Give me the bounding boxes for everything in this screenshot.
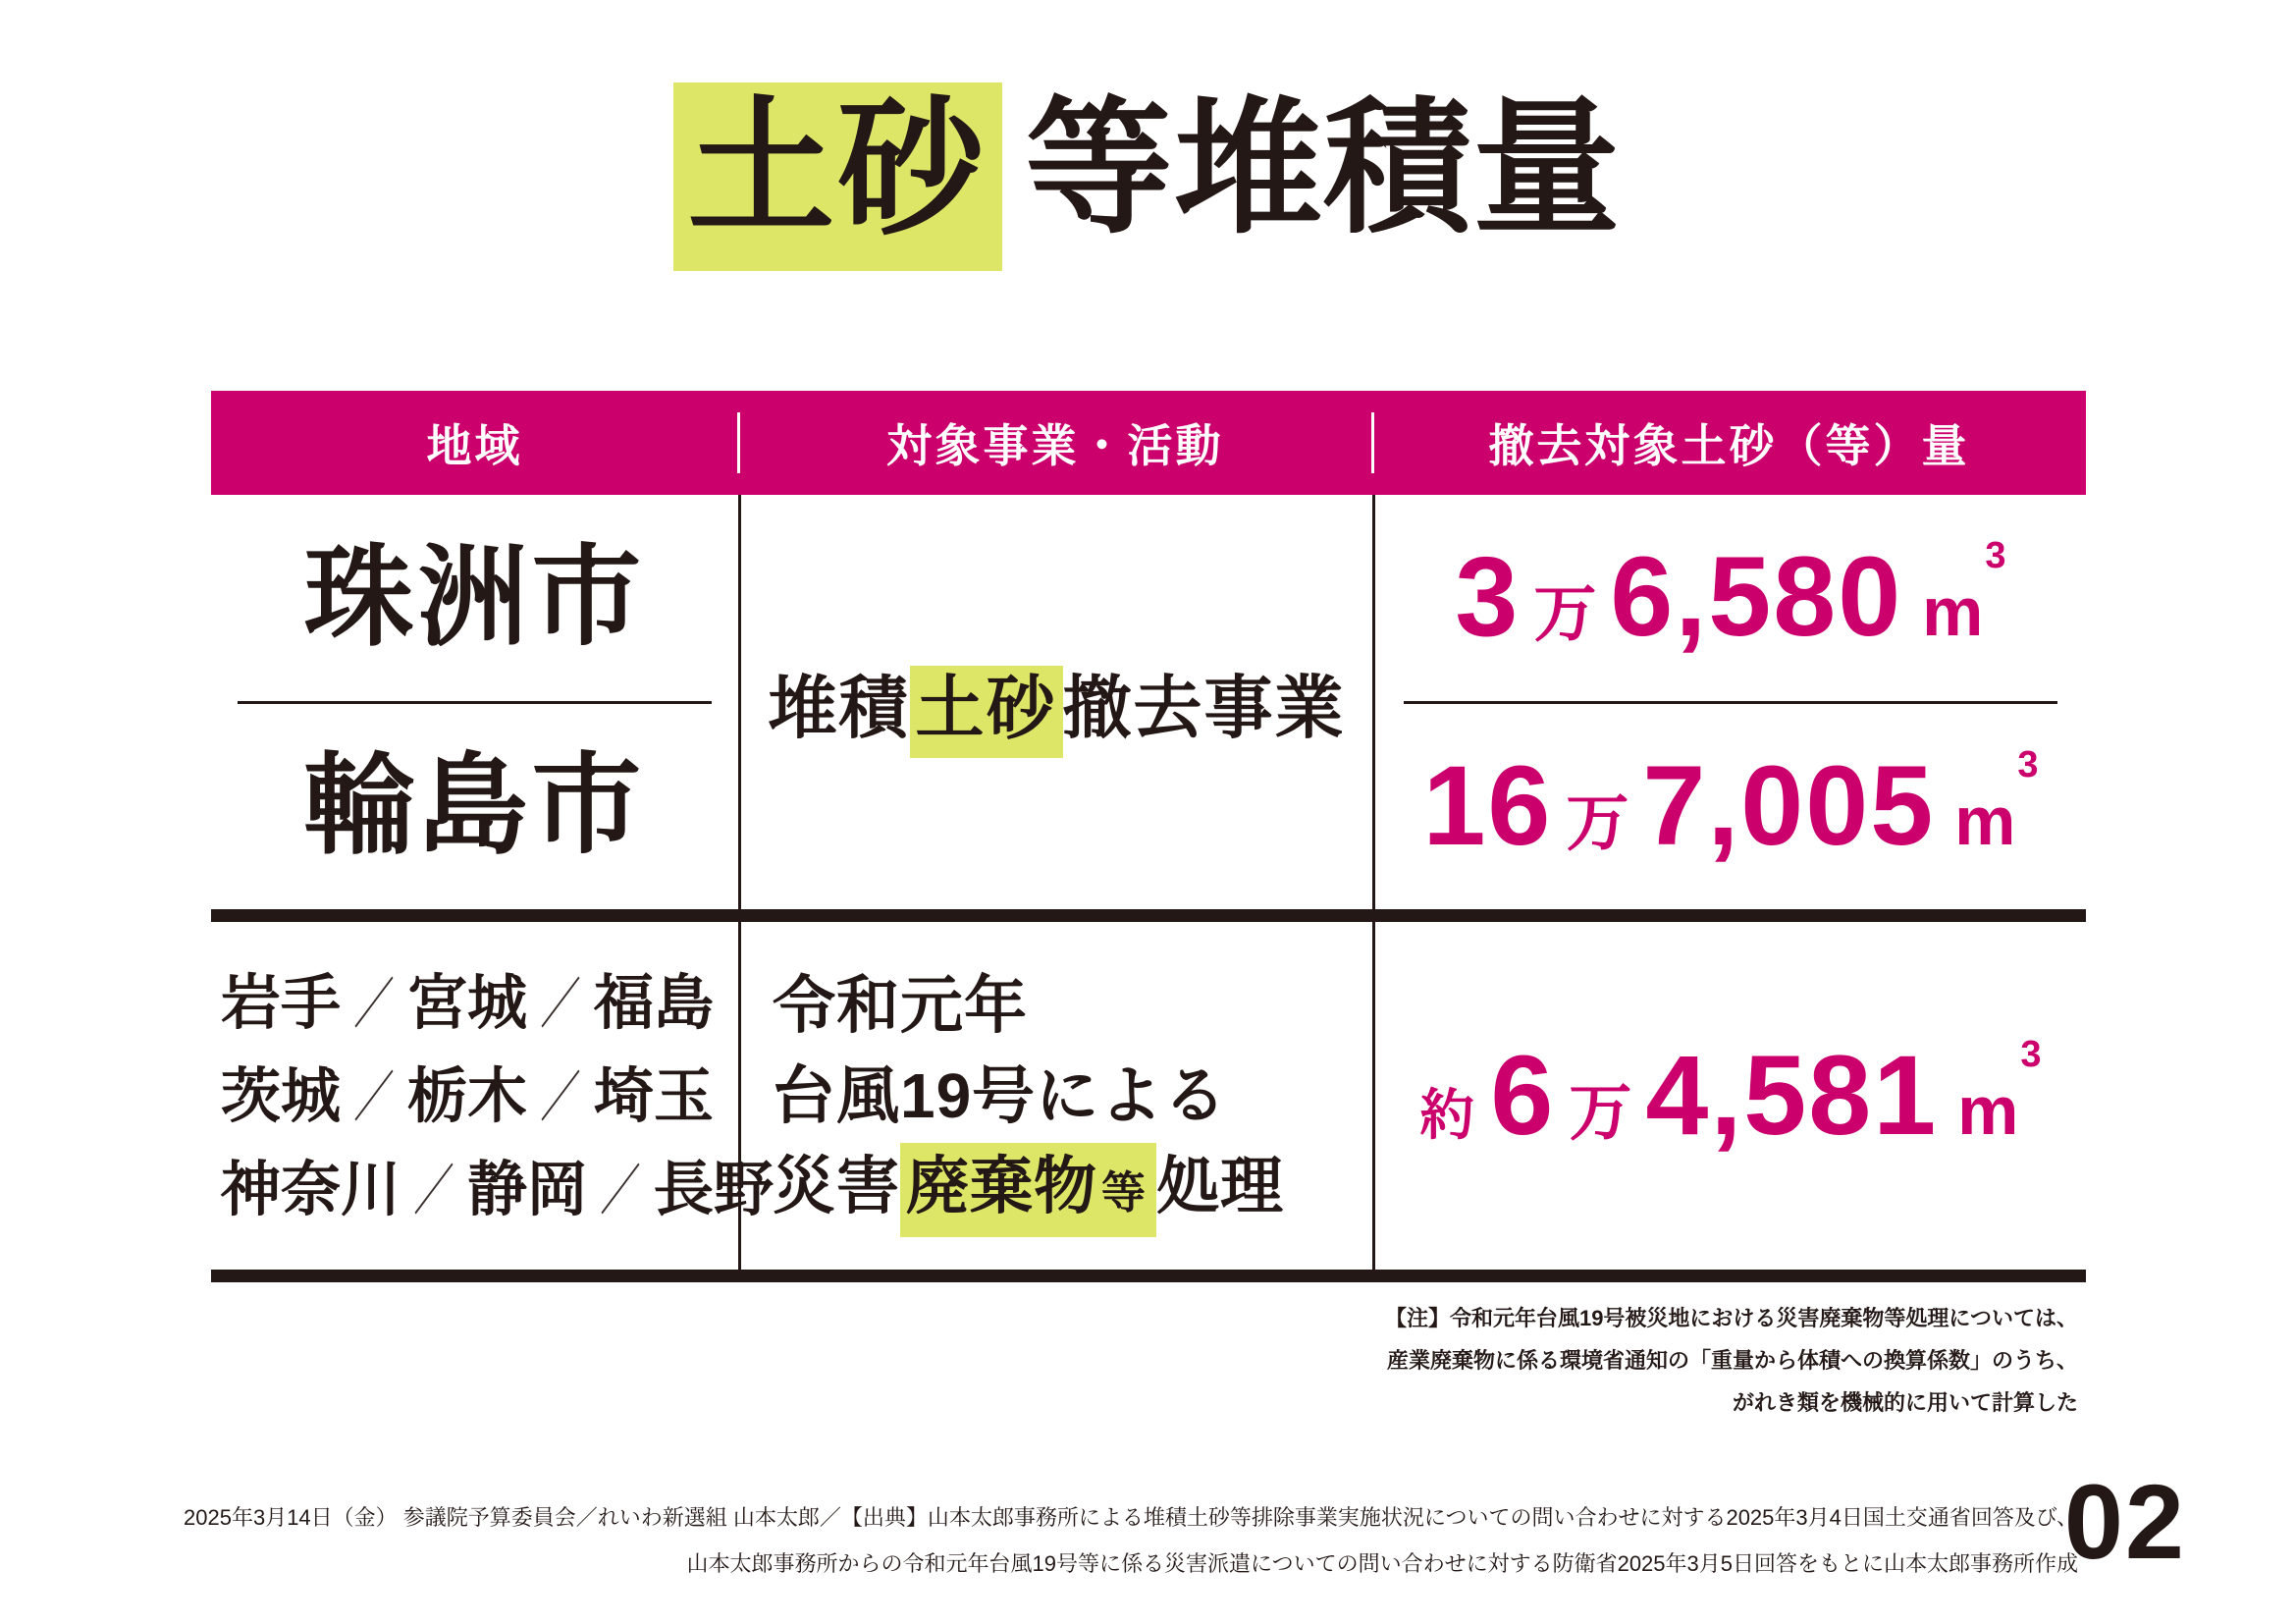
cell-typhoon-regions [211, 922, 774, 1270]
prefecture-row-2 [221, 1061, 715, 1129]
amount-wajima-unit: m [1954, 782, 2016, 859]
waste-highlight [900, 1143, 1156, 1237]
prefecture-row-1 [221, 968, 715, 1036]
footer-line-2: 山本太郎事務所からの令和元年台風19号等に係る災害派遣についての問い合わせに対する防衛省2025年3月5日回答をもとに山本太郎事務所作成 [686, 1551, 2078, 1577]
page-number: 02 [2063, 1462, 2186, 1581]
note-line-3: がれき類を機械的に用いて計算した [1732, 1389, 2078, 1415]
activity-typhoon-line2: 台風19号による [773, 1060, 1228, 1131]
amount-typhoon-approx: 約 [1419, 1083, 1475, 1146]
region-suzu-city: 珠洲市 [303, 535, 646, 659]
sediment-table [211, 391, 2086, 1282]
activity-highlight: 土砂 [910, 666, 1063, 758]
note-line-1: 【注】令和元年台風19号被災地における災害廃棄物等処理については、 [1384, 1306, 2078, 1330]
amount-typhoon-cube: 3 [2020, 1033, 2042, 1075]
amount-typhoon-unit: m [1957, 1071, 2019, 1149]
table-section-noto [211, 495, 2086, 909]
prefecture-ibaraki: 茨城 [221, 1061, 342, 1129]
amount-wajima-num2: 7,005 [1642, 742, 1936, 869]
prefecture-shizuoka: 静岡 [467, 1155, 588, 1222]
amount-suzu-man: 万 [1533, 578, 1597, 650]
activity-typhoon-line1: 令和元年 [773, 970, 1028, 1041]
prefecture-miyagi: 宮城 [407, 968, 528, 1036]
amount-suzu-num2: 6,580 [1610, 534, 1903, 661]
slash-separator: ／ [600, 1159, 642, 1221]
amount-wajima-man: 万 [1566, 786, 1629, 858]
waste-post: 処理 [1156, 1151, 1285, 1221]
prefecture-fukushima: 福島 [594, 968, 715, 1036]
slash-separator: ／ [413, 1159, 455, 1221]
amount-typhoon-man: 万 [1569, 1076, 1632, 1148]
prefecture-kanagawa: 神奈川 [221, 1155, 401, 1222]
footer-line-1: 2025年3月14日（金） 参議院予算委員会／れいわ新選組 山本太郎／【出典】山本太郎事務所による堆積土砂等排除事業実施状況についての問い合わせに対する2025年3月4日国土交通省回答及び、 [184, 1505, 2078, 1530]
note-line-2: 産業廃棄物に係る環境省通知の「重量から体積への換算係数」のうち、 [1386, 1347, 2078, 1373]
slash-separator: ／ [353, 972, 396, 1035]
table-section-typhoon [211, 922, 2086, 1270]
cell-noto-regions [211, 495, 738, 909]
section-divider-bottom [211, 1270, 2086, 1282]
title-highlight: 土砂 [673, 82, 1001, 271]
region-wajima-city: 輪島市 [303, 744, 646, 868]
column-header-amount: 撤去対象土砂（等）量 [1372, 391, 2086, 495]
cell-typhoon-amount [1372, 922, 2086, 1270]
amount-row-divider [1404, 701, 2057, 704]
slash-separator: ／ [540, 1065, 582, 1128]
amount-typhoon-num1: 6 [1490, 1032, 1556, 1159]
cell-typhoon-activity [738, 922, 1372, 1270]
column-header-region: 地域 [426, 420, 523, 471]
amount-suzu-unit: m [1922, 573, 1984, 651]
source-footer [184, 1494, 2078, 1588]
amount-wajima-cube: 3 [2017, 743, 2039, 785]
prefecture-saitama: 埼玉 [594, 1061, 715, 1129]
prefecture-nagano: 長野 [654, 1155, 774, 1222]
waste-etc: 等 [1101, 1167, 1148, 1218]
section-divider-top [211, 909, 2086, 922]
slash-separator: ／ [540, 972, 582, 1035]
activity-post: 撤去事業 [1062, 669, 1346, 746]
slash-separator: ／ [353, 1065, 396, 1128]
amount-wajima-num1: 16 [1422, 742, 1553, 869]
prefecture-row-3 [221, 1155, 774, 1222]
activity-typhoon-line3 [773, 1151, 1372, 1221]
page-title [0, 82, 2296, 271]
cell-noto-amounts [1372, 495, 2086, 909]
waste-main: 廃棄物 [906, 1151, 1097, 1221]
amount-suzu-num1: 3 [1455, 534, 1521, 661]
amount-suzu [1455, 534, 2006, 661]
amount-suzu-cube: 3 [1985, 535, 2006, 577]
cell-noto-activity [738, 495, 1372, 909]
amount-typhoon [1419, 1032, 2042, 1159]
region-row-divider [238, 701, 712, 704]
activity-pre: 堆積 [768, 669, 910, 746]
column-header-activity: 対象事業・活動 [738, 391, 1372, 495]
prefecture-iwate: 岩手 [221, 968, 342, 1036]
table-header-row [211, 391, 2086, 495]
note-block [1385, 1298, 2078, 1425]
activity-sediment-removal [769, 653, 1346, 752]
amount-wajima [1422, 742, 2039, 869]
waste-pre: 災害 [773, 1151, 900, 1221]
prefecture-tochigi: 栃木 [407, 1061, 528, 1129]
amount-typhoon-num2: 4,581 [1645, 1032, 1939, 1159]
title-rest: 等堆積量 [1025, 85, 1623, 250]
